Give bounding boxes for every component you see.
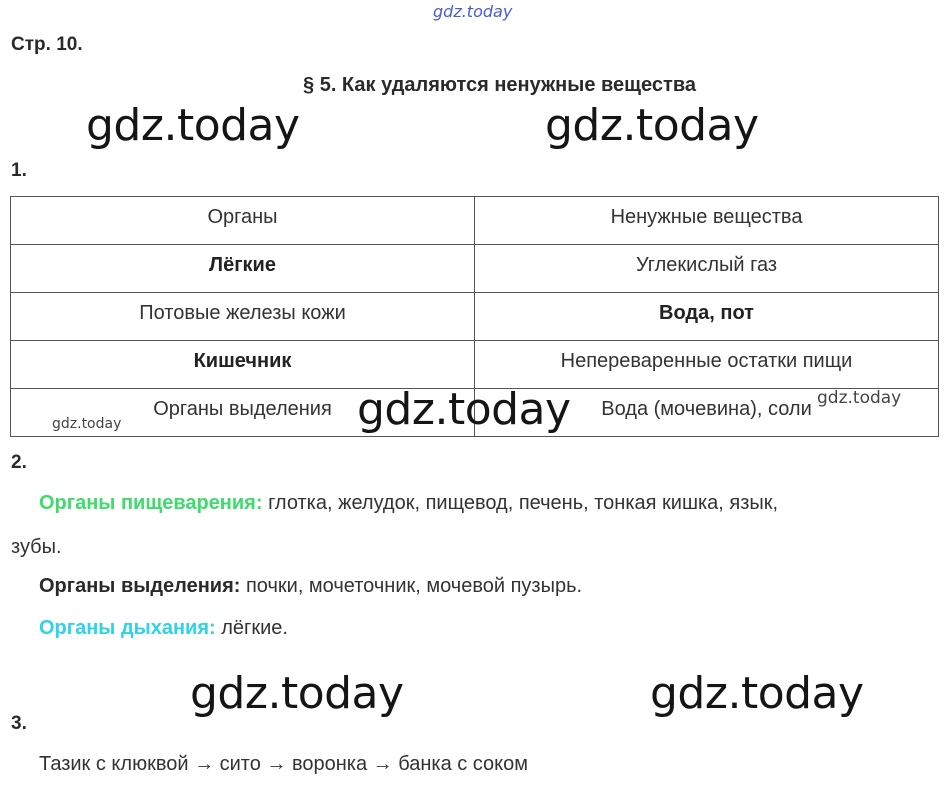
digestion-label: Органы пищеварения: [39,492,263,514]
respiration-text: лёгкие. [215,617,288,639]
page-reference: Стр. 10. [11,34,83,55]
watermark: gdz.today [357,384,571,435]
watermark: gdz.today [190,668,404,719]
section-title: § 5. Как удаляются ненужные вещества [303,74,696,96]
task-number: 3. [11,713,27,734]
respiration-label: Органы дыхания: [39,617,216,639]
table-row [11,245,939,293]
table-cell: Вода (мочевина), соли [475,389,939,437]
excretion-line [39,575,582,598]
table-cell: Углекислый газ [475,245,939,293]
table-row [11,341,939,389]
watermark-small: gdz.today [817,388,902,408]
table-cell: Потовые железы кожи [11,293,475,341]
task-number: 1. [11,160,27,181]
watermark-small: gdz.today [52,416,122,432]
digestion-line-continued: зубы. [11,536,62,558]
watermark: gdz.today [86,100,300,151]
digestion-line [39,492,778,515]
table-cell: Непереваренные остатки пищи [475,341,939,389]
respiration-line [39,617,288,640]
digestion-text: глотка, желудок, пищевод, печень, тонкая кишка, язык, [262,492,779,514]
excretion-label: Органы выделения: [39,575,241,597]
watermark-top: gdz.today [433,2,513,21]
table-cell: Органы выделения [11,389,475,437]
sequence-text: Тазик с клюквой → сито → воронка → банка с соком [39,753,528,775]
excretion-text: почки, мочеточник, мочевой пузырь. [240,575,583,597]
task-number: 2. [11,452,27,473]
table-cell: Вода, пот [475,293,939,341]
table-cell: Лёгкие [11,245,475,293]
table-cell: Кишечник [11,341,475,389]
table-header-row [11,197,939,245]
watermark: gdz.today [650,668,864,719]
watermark: gdz.today [545,100,759,151]
table-row [11,293,939,341]
table-header-cell: Ненужные вещества [475,197,939,245]
table-header-cell: Органы [11,197,475,245]
